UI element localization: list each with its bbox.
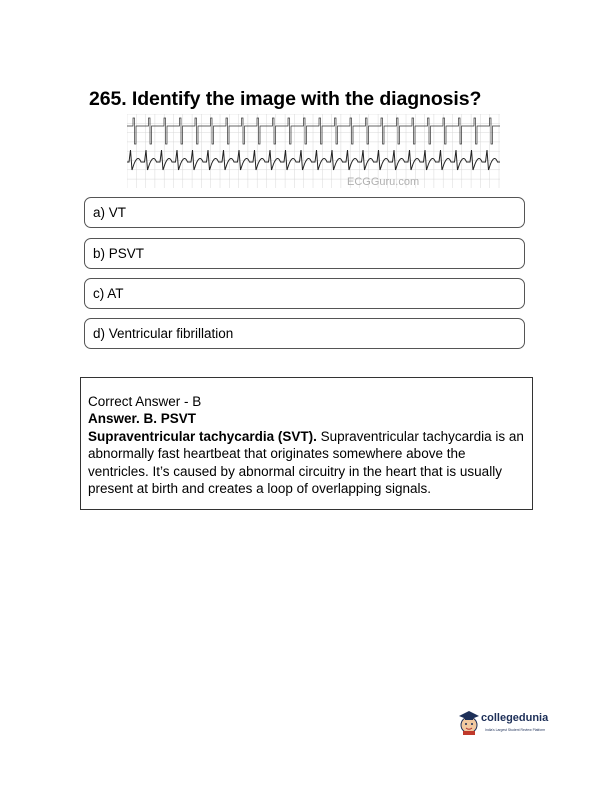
logo-tagline: India's Largest Student Review Platform xyxy=(485,728,546,732)
collegedunia-logo xyxy=(458,710,568,740)
option-c[interactable]: c) AT xyxy=(84,278,525,309)
graduate-mascot-icon xyxy=(458,710,480,736)
option-d[interactable]: d) Ventricular fibrillation xyxy=(84,318,525,349)
explanation-term: Supraventricular tachycardia (SVT). xyxy=(88,428,317,444)
option-b[interactable]: b) PSVT xyxy=(84,238,525,269)
correct-answer-line: Correct Answer - B xyxy=(88,394,202,409)
ecg-grid xyxy=(127,114,500,188)
ecg-watermark: ECGGuru.com xyxy=(347,176,420,188)
explanation-text: Supraventricular tachycardia is an abnormally fast heartbeat that originates somewhere above the ventricles. It’s caused by abnormal circuitry in the heart that is usually present at birth and creates a loop of overlapping signals. xyxy=(88,428,524,497)
answer-line: Answer. B. PSVT xyxy=(88,411,197,427)
question-title: 265. Identify the image with the diagnosis? xyxy=(89,88,482,110)
option-a[interactable]: a) VT xyxy=(84,197,525,228)
explanation-paragraph xyxy=(88,428,526,498)
logo-name: collegedunia xyxy=(481,712,549,724)
answer-box xyxy=(80,377,533,510)
ecg-strip-image xyxy=(127,114,500,188)
